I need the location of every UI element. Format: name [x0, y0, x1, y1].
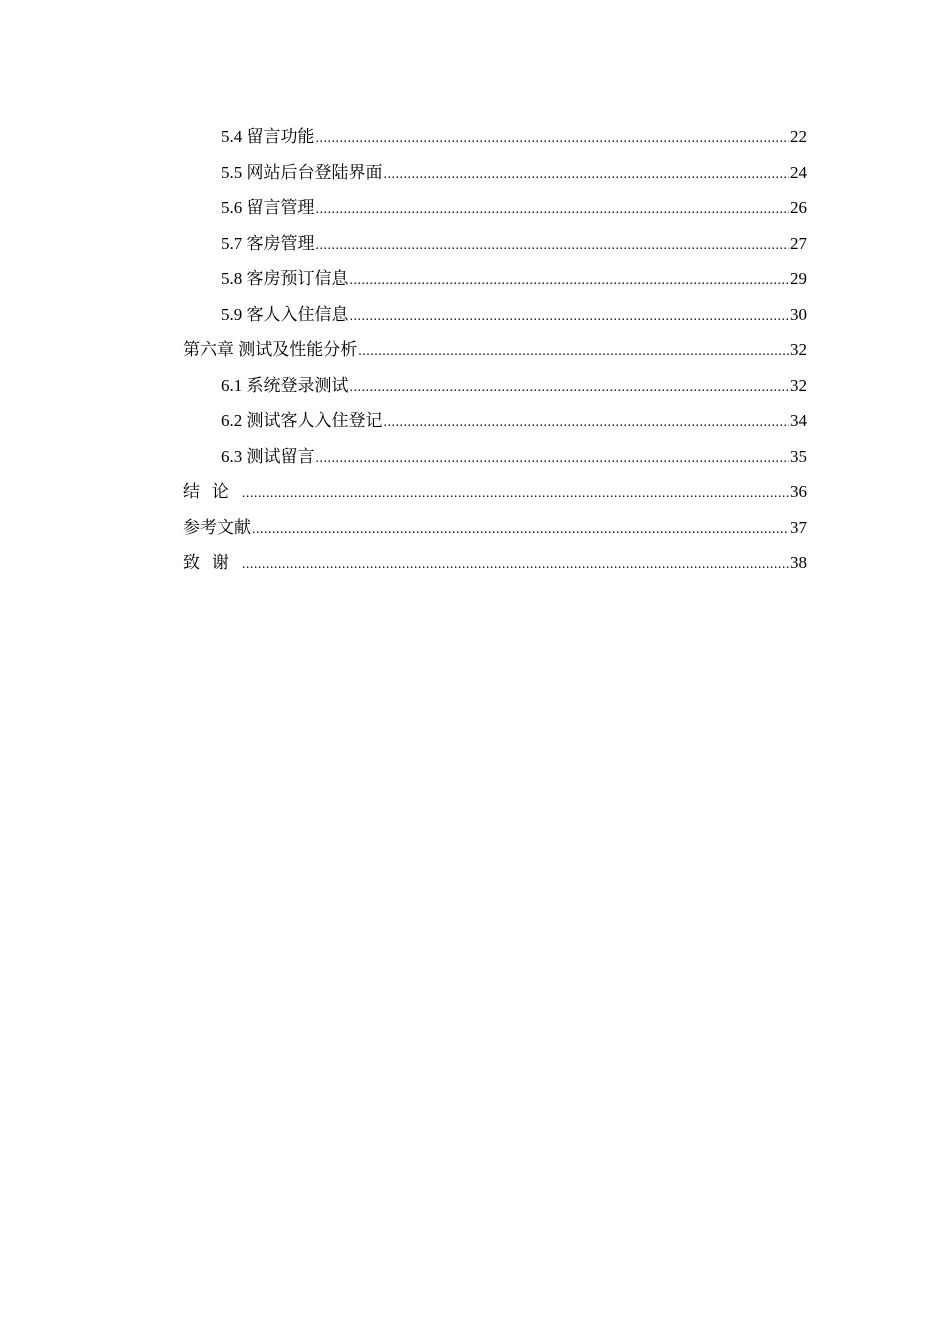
- toc-entry-page: 36: [790, 482, 807, 501]
- toc-entry-page: 34: [790, 411, 807, 430]
- dot-leader: [358, 334, 789, 370]
- toc-entry-page: 32: [790, 375, 807, 395]
- toc-entry-references[interactable]: [183, 510, 807, 546]
- dot-leader: [384, 405, 790, 441]
- toc-entry-page: 26: [790, 198, 807, 217]
- toc-entry-title: 5.5 网站后台登陆界面: [221, 162, 383, 182]
- dot-leader: [384, 157, 790, 193]
- toc-entry-title: 致谢: [183, 553, 241, 572]
- toc-entry-conclusion[interactable]: [183, 474, 807, 510]
- toc-entry-page: 24: [790, 162, 807, 182]
- toc-entry-5-8[interactable]: [183, 261, 807, 297]
- toc-entry-title: 参考文献: [183, 517, 251, 537]
- toc-entry-5-7[interactable]: [183, 226, 807, 262]
- toc-entry-title: 6.3 测试留言: [221, 446, 315, 466]
- dot-leader: [252, 512, 789, 548]
- toc-entry-6-3[interactable]: [183, 439, 807, 475]
- toc-entry-title: 5.6 留言管理: [221, 198, 315, 217]
- toc-entry-chapter-6[interactable]: [183, 332, 807, 368]
- toc-entry-page: 35: [790, 446, 807, 466]
- dot-leader: [316, 228, 790, 264]
- toc-entry-page: 22: [790, 127, 807, 146]
- dot-leader: [242, 547, 789, 583]
- dot-leader: [350, 299, 790, 335]
- dot-leader: [316, 121, 790, 157]
- dot-leader: [350, 263, 790, 299]
- toc-entry-5-5[interactable]: [183, 155, 807, 191]
- dot-leader: [242, 476, 789, 512]
- toc-entry-5-9[interactable]: [183, 297, 807, 333]
- toc-entry-page: 37: [790, 517, 807, 537]
- dot-leader: [316, 192, 790, 228]
- toc-entry-title: 结论: [183, 482, 241, 501]
- toc-entry-title: 5.4 留言功能: [221, 127, 315, 146]
- toc-entry-title: 6.1 系统登录测试: [221, 375, 349, 395]
- toc-entry-5-4[interactable]: [183, 119, 807, 155]
- toc-entry-page: 27: [790, 233, 807, 253]
- toc-entry-title: 第六章 测试及性能分析: [183, 340, 358, 359]
- toc-entry-acknowledgements[interactable]: [183, 545, 807, 581]
- toc-entry-6-1[interactable]: [183, 368, 807, 404]
- toc-entry-title: 5.8 客房预订信息: [221, 269, 349, 288]
- toc-entry-5-6[interactable]: [183, 190, 807, 226]
- toc-entry-title: 6.2 测试客人入住登记: [221, 411, 383, 430]
- toc-entry-page: 30: [790, 304, 807, 324]
- toc-entry-page: 38: [790, 553, 807, 572]
- toc-entry-6-2[interactable]: [183, 403, 807, 439]
- dot-leader: [350, 370, 790, 406]
- toc-entry-title: 5.7 客房管理: [221, 233, 315, 253]
- toc-entry-title: 5.9 客人入住信息: [221, 304, 349, 324]
- toc-entry-page: 32: [790, 340, 807, 359]
- dot-leader: [316, 441, 790, 477]
- toc-entry-page: 29: [790, 269, 807, 288]
- table-of-contents: [183, 119, 807, 581]
